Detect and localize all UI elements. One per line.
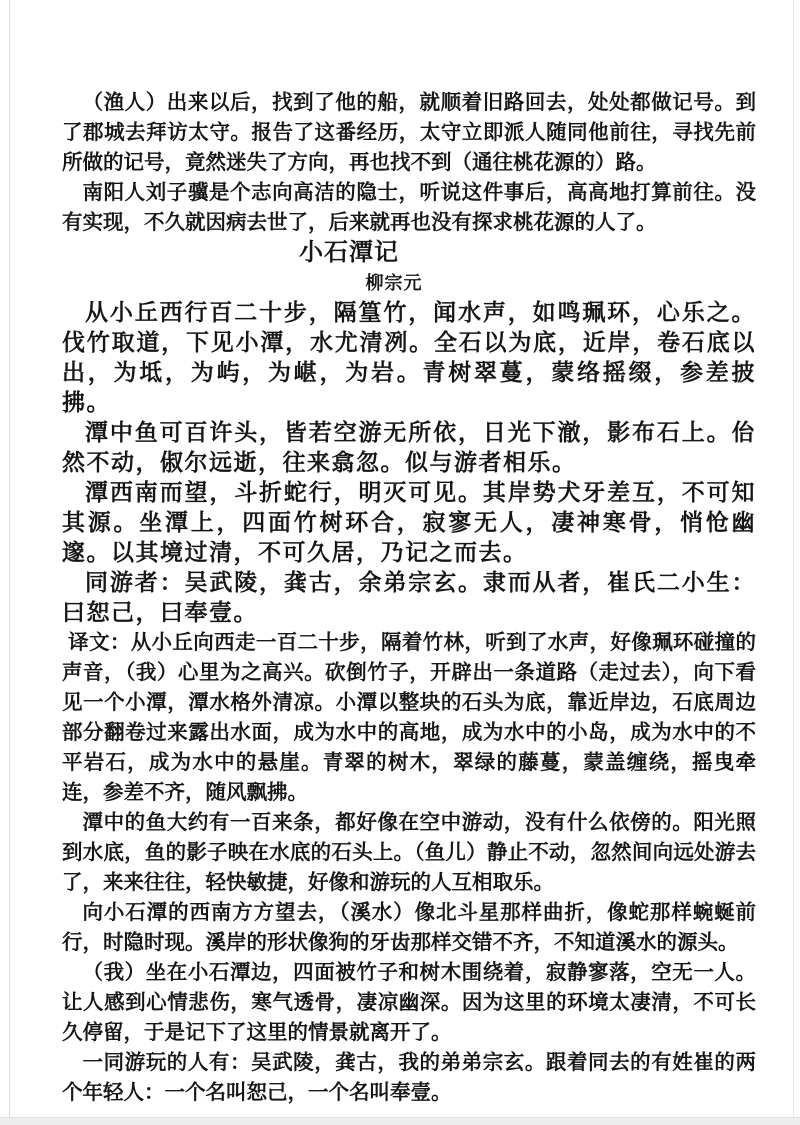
page-right-edge-line xyxy=(793,0,794,1125)
intro-paragraph-1: （渔人）出来以后，找到了他的船，就顺着旧路回去，处处都做记号。到了郡城去拜访太守。报告了这番经历，太守立即派人随同他前往，寻找先前所做的记号，竟然迷失了方向，再也找不到（通往桃花源的）路。 xyxy=(62,92,756,174)
original-paragraph-4: 同游者：吴武陵，龚古，余弟宗玄。隶而从者，崔氏二小生：曰恕己，曰奉壹。 xyxy=(62,570,756,625)
original-paragraph-2: 潭中鱼可百许头，皆若空游无所依，日光下澈，影布石上。佁然不动，俶尔远逝，往来翕忽。似与游者相乐。 xyxy=(62,420,756,475)
translation-paragraph-5: 一同游玩的人有：吴武陵，龚古，我的弟弟宗玄。跟着同去的有姓崔的两个年轻人：一个名叫恕己，一个名叫奉壹。 xyxy=(62,1052,756,1104)
document-author: 柳宗元 xyxy=(365,273,423,293)
original-paragraph-1: 从小丘西行百二十步，隔篁竹，闻水声，如鸣珮环，心乐之。伐竹取道，下见小潭，水尤清冽。全石以为底，近岸，卷石底以出，为坻，为屿，为嵁，为岩。青树翠蔓，蒙络摇缀，参差披拂。 xyxy=(62,300,756,415)
translation-paragraph-2: 潭中的鱼大约有一百来条，都好像在空中游动，没有什么依傍的。阳光照到水底，鱼的影子映在水底的石头上。（鱼儿）静止不动，忽然间向远处游去了，来来往往，轻快敏捷，好像和游玩的人互相取乐。 xyxy=(62,812,756,894)
translation-paragraph-4: （我）坐在小石潭边，四面被竹子和树木围绕着，寂静寥落，空无一人。让人感到心情悲伤，寒气透骨，凄凉幽深。因为这里的环境太凄清，不可长久停留，于是记下了这里的情景就离开了。 xyxy=(62,962,756,1044)
document-content xyxy=(62,88,756,1108)
intro-paragraph-2: 南阳人刘子骥是个志向高洁的隐士，听说这件事后，高高地打算前往。没有实现，不久就因病去世了，后来就再也没有探求桃花源的人了。 xyxy=(62,182,756,234)
page-left-edge-line xyxy=(9,0,10,1125)
document-title: 小石潭记 xyxy=(299,239,399,266)
original-paragraph-3: 潭西南而望，斗折蛇行，明灭可见。其岸势犬牙差互，不可知其源。坐潭上，四面竹树环合，寂寥无人，凄神寒骨，悄怆幽邃。以其境过清，不可久居，乃记之而去。 xyxy=(62,480,756,565)
page-bottom-edge xyxy=(0,1117,800,1125)
translation-paragraph-3: 向小石潭的西南方方望去，（溪水）像北斗星那样曲折，像蛇那样蜿蜒前行，时隐时现。溪岸的形状像狗的牙齿那样交错不齐，不知道溪水的源头。 xyxy=(62,902,756,954)
translation-paragraph-1: 译文：从小丘向西走一百二十步，隔着竹林，听到了水声，好像珮环碰撞的声音，（我）心里为之高兴。砍倒竹子，开辟出一条道路（走过去），向下看见一个小潭，潭水格外清凉。小潭以整块的石头为底，靠近岸边，石底周边部分翻卷过来露出水面，成为水中的高地，成为水中的小岛，成为水中的不平岩石，成为水中的悬崖。青翠的树木，翠绿的藤蔓，蒙盖缠绕，摇曳牵连，参差不齐，随风飘拂。 xyxy=(62,632,756,804)
